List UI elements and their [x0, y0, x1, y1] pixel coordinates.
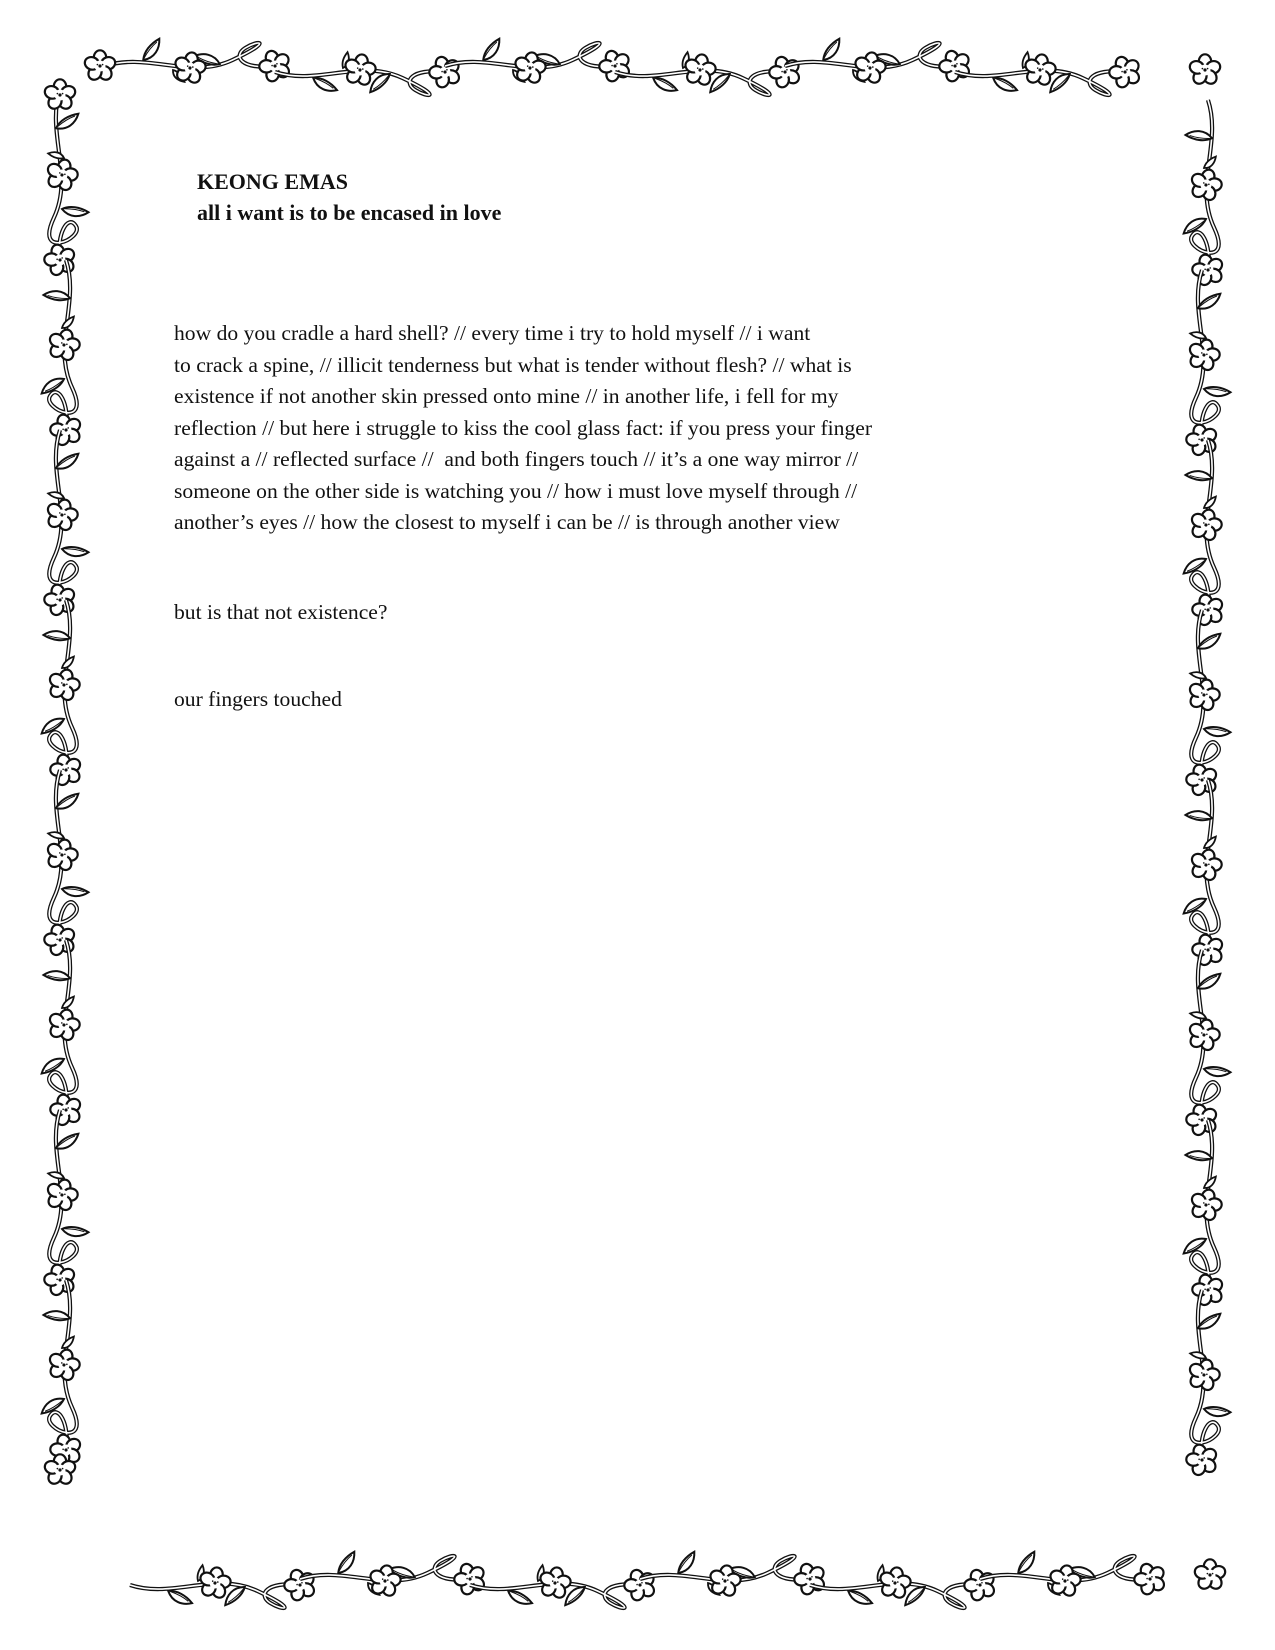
leaf-icon [819, 38, 845, 62]
flower-icon [1188, 54, 1222, 86]
flower-icon [40, 580, 81, 620]
leaf-icon [43, 1307, 71, 1325]
flower-icon [1182, 1100, 1223, 1140]
stanza-line: another’s eyes // how the closest to myself i can be // is through another view [174, 510, 840, 534]
leaf-icon [1203, 723, 1231, 741]
flower-icon [43, 1345, 84, 1385]
flower-icon [43, 79, 77, 111]
flower-icon [1185, 845, 1226, 885]
flower-icon [619, 1564, 662, 1606]
flower-icon [959, 1564, 1002, 1606]
flower-icon [1185, 165, 1226, 205]
flower-icon [46, 1090, 87, 1130]
flower-icon [41, 835, 82, 875]
poem-stanza [174, 318, 872, 539]
leaf-icon [1203, 1063, 1231, 1081]
leaf-icon [61, 203, 89, 221]
leaf-icon [674, 1551, 700, 1575]
flower-icon [1182, 1440, 1223, 1480]
flower-icon [41, 1175, 82, 1215]
stanza-line: to crack a spine, // illicit tenderness but what is tender without flesh? // what is [174, 352, 852, 377]
flower-icon [46, 410, 87, 450]
leaf-icon [61, 883, 89, 901]
flower-icon [1182, 760, 1223, 800]
flower-icon [934, 45, 977, 87]
flower-icon [1188, 590, 1229, 630]
poem-subtitle: all i want is to be encased in love [197, 200, 502, 225]
flower-icon [449, 1558, 492, 1600]
leaf-icon [479, 38, 505, 62]
flower-icon [41, 155, 82, 195]
flower-icon [1183, 335, 1224, 375]
flower-icon [764, 51, 807, 93]
leaf-icon [43, 967, 71, 985]
closing-line: our fingers touched [174, 687, 342, 711]
flower-icon [1185, 1185, 1226, 1225]
poem-title: KEONG EMAS [197, 169, 348, 194]
flower-icon [279, 1564, 322, 1606]
leaf-icon [43, 627, 71, 645]
stanza-line: reflection // but here i struggle to kiss the cool glass fact: if you press your finger [174, 415, 873, 440]
leaf-icon [1203, 1403, 1231, 1421]
flower-icon [789, 1558, 832, 1600]
flower-icon [43, 1005, 84, 1045]
leaf-icon [334, 1551, 360, 1575]
leaf-icon [1185, 1147, 1213, 1165]
leaf-icon [43, 287, 71, 305]
flower-icon [40, 240, 81, 280]
flower-icon [254, 45, 297, 87]
question-line: but is that not existence? [174, 600, 388, 624]
flower-icon [43, 665, 84, 705]
flower-icon [1182, 420, 1223, 460]
leaf-icon [139, 38, 165, 62]
flower-icon [1183, 675, 1224, 715]
leaf-icon [1203, 383, 1231, 401]
stanza-line: against a // reflected surface // and both fingers touch // it’s a one way mirror // [174, 447, 859, 471]
flower-icon [1188, 250, 1229, 290]
flower-icon [46, 750, 87, 790]
flower-icon [594, 45, 637, 87]
flower-icon [1104, 51, 1147, 93]
stanza-line: how do you cradle a hard shell? // every time i try to hold myself // i want [174, 321, 811, 345]
flower-icon [43, 325, 84, 365]
leaf-icon [1014, 1551, 1040, 1575]
flower-icon [1193, 1559, 1227, 1591]
leaf-icon [61, 1223, 89, 1241]
flower-icon [1183, 1015, 1224, 1055]
flower-icon [41, 495, 82, 535]
flower-icon [1183, 1355, 1224, 1395]
flower-icon [1129, 1558, 1172, 1600]
stanza-line: existence if not another skin pressed onto mine // in another life, i fell for my [174, 384, 839, 408]
stanza-line: someone on the other side is watching you // how i must love myself through // [174, 478, 858, 503]
flower-icon [424, 51, 467, 93]
flower-icon [40, 1260, 81, 1300]
leaf-icon [1185, 127, 1213, 145]
flower-icon [1185, 505, 1226, 545]
flower-icon [83, 50, 117, 82]
flower-icon [1188, 930, 1229, 970]
leaf-icon [61, 543, 89, 561]
flower-icon [40, 920, 81, 960]
leaf-icon [1185, 467, 1213, 485]
flower-icon [1188, 1270, 1229, 1310]
leaf-icon [1185, 807, 1213, 825]
